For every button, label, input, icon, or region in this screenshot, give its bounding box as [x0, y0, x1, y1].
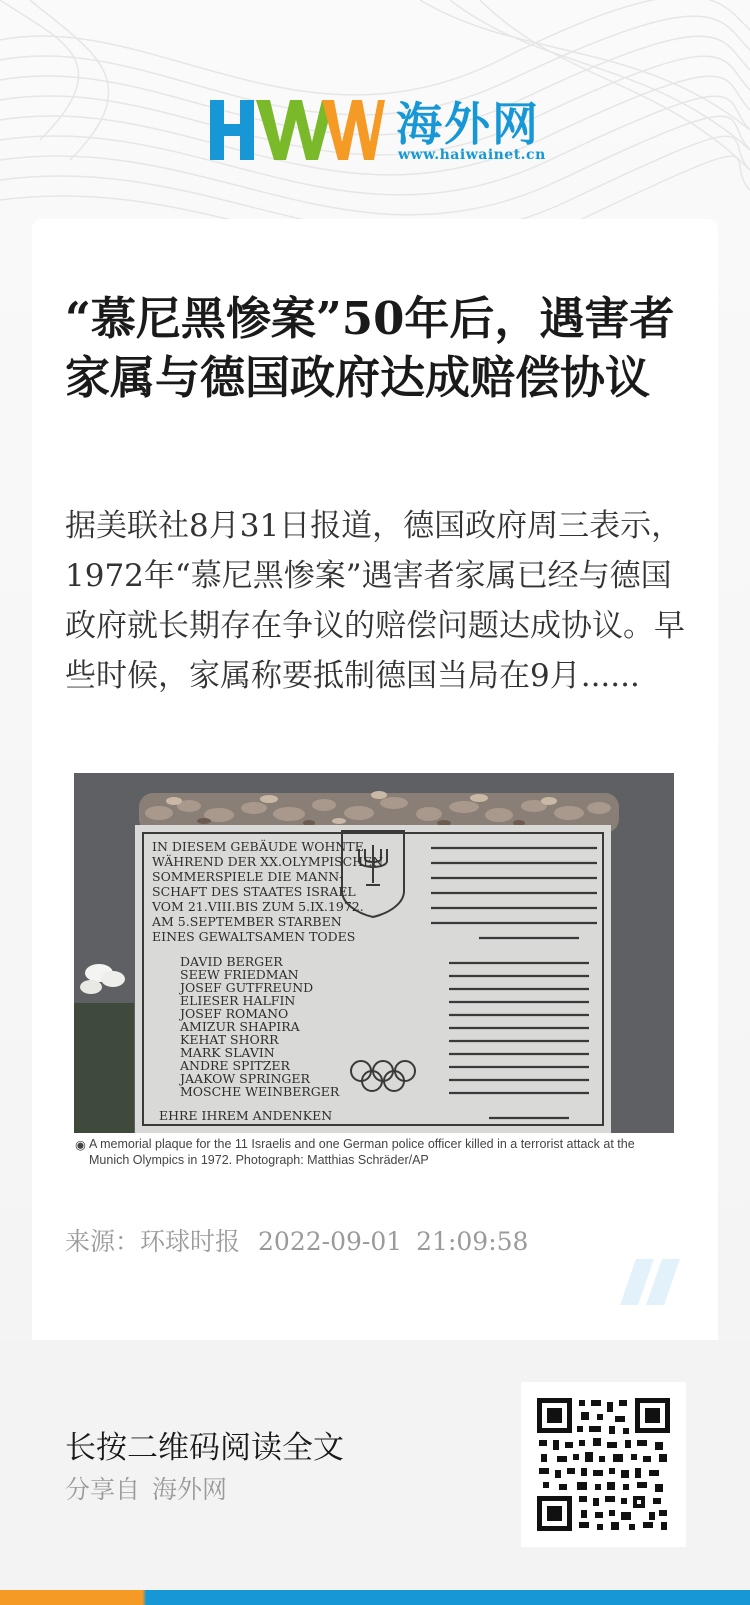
photo-caption: A memorial plaque for the 11 Israelis and one German police officer killed in a terrorist attack at the Munich Olympics in 1972. Photograph: Matthias Schräder/AP: [89, 1137, 635, 1167]
quote-mark-icon: [620, 1259, 682, 1305]
plaque-name: JOSEF ROMANO: [180, 1006, 289, 1021]
plaque-name: ANDRE SPITZER: [180, 1058, 290, 1073]
plaque-name: JOSEF GUTFREUND: [180, 980, 314, 995]
plaque-name: JAAKOW SPRINGER: [180, 1071, 310, 1086]
plaque-text-left: [151, 838, 383, 944]
logo-chinese-name: 海外网: [396, 97, 540, 151]
article-source: [65, 1222, 528, 1258]
site-logo[interactable]: [210, 97, 550, 166]
publish-date: 2022-09-01: [258, 1227, 403, 1256]
camera-icon: ◉: [75, 1138, 86, 1152]
plaque-line: EINES GEWALTSAMEN TODES: [152, 929, 356, 944]
plaque-line: VOM 21.VIII.BIS ZUM 5.IX.1972.: [152, 899, 364, 914]
memorial-plaque-image: [69, 773, 679, 1175]
plaque-name: ELIESER HALFIN: [180, 993, 296, 1008]
plaque-name: MARK SLAVIN: [180, 1045, 275, 1060]
qr-code-icon: [537, 1398, 670, 1531]
plaque-line: AM 5.SEPTEMBER STARBEN: [152, 914, 342, 929]
hww-logo-icon: [210, 100, 385, 160]
publish-time: 21:09:58: [416, 1227, 529, 1256]
plaque-line: WÄHREND DER XX.OLYMPISCHEN: [152, 854, 384, 869]
article-title: “慕尼黑惨案”50年后，遇害者家属与德国政府达成赔偿协议: [65, 292, 675, 404]
plaque-name: MOSCHE WEINBERGER: [180, 1084, 340, 1099]
plaque-line: IN DIESEM GEBÄUDE WOHNTE: [152, 839, 364, 854]
share-source: [65, 1470, 227, 1506]
plaque-line: SOMMERSPIELE DIE MANN-: [152, 869, 344, 884]
qr-code[interactable]: [521, 1382, 686, 1547]
read-full-text-prompt: 长按二维码阅读全文: [65, 1430, 344, 1466]
plaque-name: DAVID BERGER: [180, 954, 283, 969]
logo-url: www.haiwainet.cn: [398, 147, 546, 163]
plaque-name: KEHAT SHORR: [180, 1032, 279, 1047]
article-photo[interactable]: [69, 773, 679, 1175]
source-label: 来源：环球时报: [65, 1227, 241, 1256]
article-card: [32, 219, 718, 1340]
share-site-name: 海外网: [152, 1475, 228, 1504]
share-footer: [0, 1340, 750, 1590]
share-from-label: 分享自: [65, 1475, 141, 1504]
plaque-line: SCHAFT DES STAATES ISRAEL: [152, 884, 356, 899]
bottom-color-bar: [0, 1590, 750, 1605]
article-summary: 据美联社8月31日报道，德国政府周三表示，1972年“慕尼黑惨案”遇害者家属已经与德国政府就长期存在争议的赔偿问题达成协议。早些时候，家属称要抵制德国当局在9月......: [65, 508, 685, 694]
plaque-footer: EHRE IHREM ANDENKEN: [159, 1108, 333, 1123]
plaque-name: AMIZUR SHAPIRA: [180, 1019, 300, 1034]
plaque-name: SEEW FRIEDMAN: [180, 967, 299, 982]
